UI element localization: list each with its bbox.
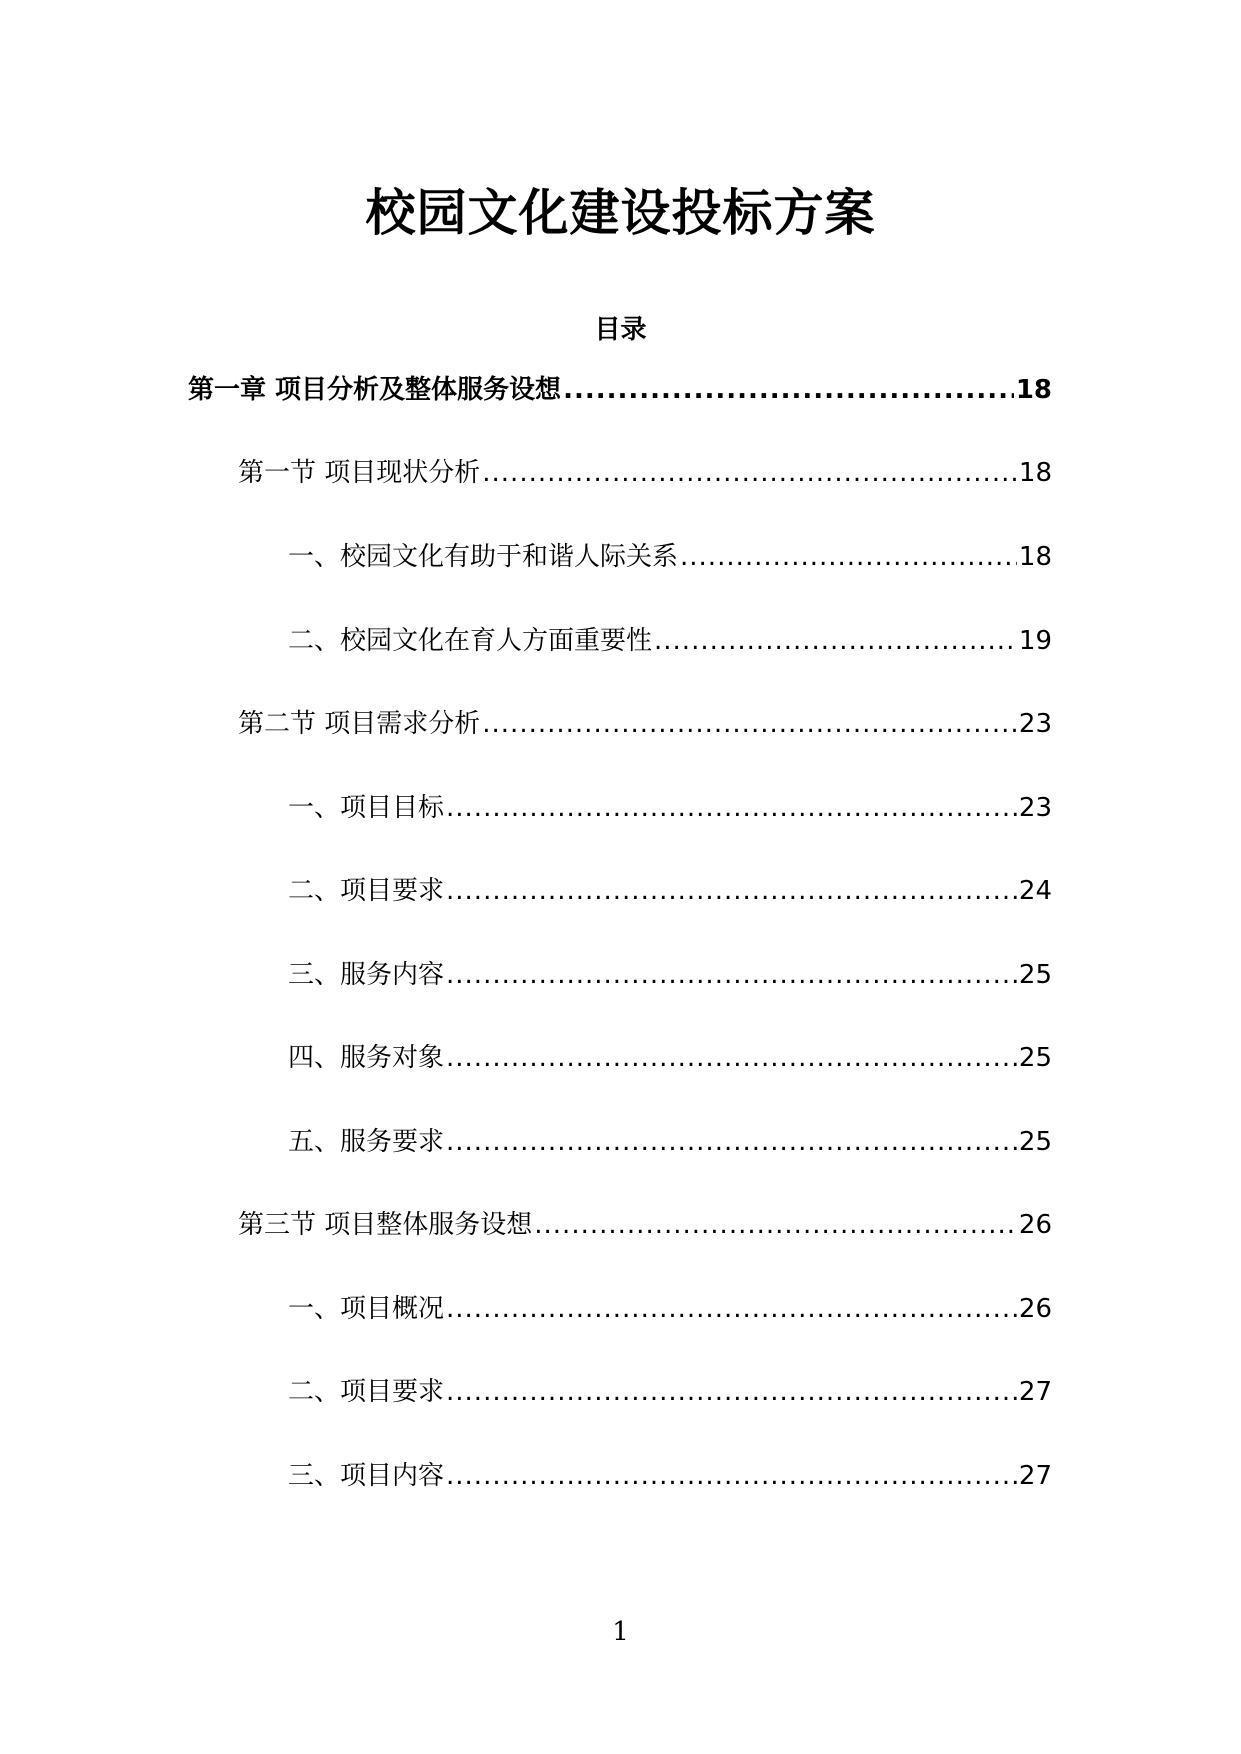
toc-entry-page: 18 [1018, 542, 1052, 572]
toc-entry-title: 第二节 项目需求分析 [238, 709, 481, 739]
toc-entry-page: 18 [1015, 375, 1052, 405]
toc-leader-dots [534, 1205, 1017, 1245]
toc-entry-title: 第三节 项目整体服务设想 [238, 1210, 533, 1240]
page-number: 1 [612, 1617, 629, 1647]
toc-entry-page: 19 [1018, 626, 1052, 656]
toc-entry[interactable] [238, 704, 1052, 744]
toc-entry-page: 27 [1018, 1377, 1052, 1407]
toc-leader-dots [446, 1372, 1017, 1412]
toc-entry-page: 24 [1018, 876, 1052, 906]
toc-entry[interactable] [288, 871, 1052, 911]
toc-leader-dots [563, 370, 1014, 410]
toc-entry[interactable] [238, 453, 1052, 493]
toc-entry[interactable] [288, 1456, 1052, 1496]
toc-entry[interactable] [188, 370, 1052, 410]
toc-entry-title: 二、校园文化在育人方面重要性 [288, 626, 653, 656]
toc-entry-title: 三、项目内容 [288, 1461, 445, 1491]
toc-leader-dots [482, 704, 1017, 744]
toc-entry[interactable] [288, 1372, 1052, 1412]
toc-leader-dots [446, 1289, 1017, 1329]
toc-entry[interactable] [288, 537, 1052, 577]
toc-entry-page: 23 [1018, 793, 1052, 823]
toc-entry-page: 26 [1018, 1210, 1052, 1240]
toc-leader-dots [446, 1038, 1017, 1078]
toc-entry-title: 三、服务内容 [288, 960, 445, 990]
toc-leader-dots [446, 871, 1017, 911]
toc-leader-dots [654, 621, 1017, 661]
toc-entry[interactable] [288, 1122, 1052, 1162]
toc-entry-title: 四、服务对象 [288, 1043, 445, 1073]
toc-entry-title: 二、项目要求 [288, 1377, 445, 1407]
toc-leader-dots [680, 537, 1017, 577]
toc-leader-dots [446, 1456, 1017, 1496]
toc-leader-dots [446, 955, 1017, 995]
toc-heading: 目录 [594, 315, 647, 345]
toc-entry-title: 一、项目概况 [288, 1294, 445, 1324]
toc-entry[interactable] [288, 955, 1052, 995]
toc-entry-page: 25 [1018, 1127, 1052, 1157]
toc-entry-page: 26 [1018, 1294, 1052, 1324]
toc-entry-title: 一、校园文化有助于和谐人际关系 [288, 542, 679, 572]
toc-entry-title: 第一节 项目现状分析 [238, 458, 481, 488]
toc-entry[interactable] [288, 788, 1052, 828]
toc-entry[interactable] [238, 1205, 1052, 1245]
toc-leader-dots [446, 788, 1017, 828]
document-title: 校园文化建设投标方案 [365, 184, 876, 242]
toc-entry-title: 二、项目要求 [288, 876, 445, 906]
toc-entry-page: 23 [1018, 709, 1052, 739]
toc-entry-title: 五、服务要求 [288, 1127, 445, 1157]
toc-entry-title: 一、项目目标 [288, 793, 445, 823]
toc-entry[interactable] [288, 621, 1052, 661]
toc-entry[interactable] [288, 1289, 1052, 1329]
toc-entry-page: 18 [1018, 458, 1052, 488]
toc-leader-dots [446, 1122, 1017, 1162]
toc-entry[interactable] [288, 1038, 1052, 1078]
toc-entry-title: 第一章 项目分析及整体服务设想 [188, 375, 562, 405]
toc-entry-page: 27 [1018, 1461, 1052, 1491]
toc-entry-page: 25 [1018, 960, 1052, 990]
toc-leader-dots [482, 453, 1017, 493]
toc-entry-page: 25 [1018, 1043, 1052, 1073]
